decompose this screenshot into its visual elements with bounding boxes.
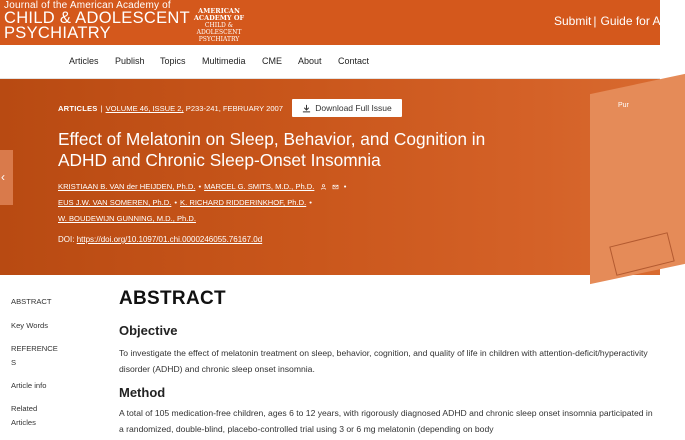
author-separator: • bbox=[343, 182, 347, 191]
chevron-left-icon: ‹ bbox=[1, 170, 5, 184]
header-links bbox=[554, 14, 677, 28]
author-separator: • bbox=[174, 198, 178, 207]
sidebar-item-article-info[interactable]: Article info bbox=[11, 381, 47, 390]
journal-name-line1: CHILD & ADOLESCENT bbox=[4, 9, 191, 27]
academy-logo[interactable] bbox=[187, 8, 251, 43]
nav-about[interactable]: About bbox=[298, 56, 322, 66]
volume-issue-link[interactable]: VOLUME 46, ISSUE 2, bbox=[105, 104, 184, 113]
author-name[interactable]: K. RICHARD RIDDERINKHOF, Ph.D. bbox=[180, 198, 307, 207]
nav-multimedia[interactable]: Multimedia bbox=[202, 56, 246, 66]
article-meta bbox=[58, 104, 283, 113]
academy-logo-line2: CHILD & ADOLESCENT bbox=[196, 22, 242, 36]
author-name[interactable]: W. BOUDEWIJN GUNNING, M.D., Ph.D. bbox=[58, 214, 196, 223]
author-line-2 bbox=[58, 195, 349, 211]
submit-link[interactable]: Submit bbox=[554, 14, 592, 28]
meta-separator: | bbox=[100, 104, 103, 113]
sidebar-item-related[interactable]: Related bbox=[11, 404, 38, 413]
sidebar-item-related-wrap[interactable]: Articles bbox=[11, 418, 36, 427]
nav-topics[interactable]: Topics bbox=[160, 56, 186, 66]
doi-link[interactable]: https://doi.org/10.1097/01.chi.0000246055.76167.0d bbox=[76, 235, 263, 244]
method-text: A total of 105 medication-free children, ages 6 to 12 years, with rigorously diagnosed ADHD and chronic sleep onset insomnia participated in a randomized, double-blind, placebo-controlled trial using 3 or 6 mg melatonin (depending on body bbox=[119, 408, 653, 434]
method-heading: Method bbox=[119, 385, 166, 400]
main-nav bbox=[0, 45, 660, 79]
cover-purchase-text[interactable]: Pur bbox=[618, 102, 629, 109]
author-separator: • bbox=[309, 198, 312, 207]
header-separator: | bbox=[593, 14, 597, 28]
sidebar-item-key-words[interactable]: Key Words bbox=[11, 321, 48, 330]
sidebar-item-references[interactable]: REFERENCE bbox=[11, 344, 58, 353]
download-label: Download Full Issue bbox=[315, 103, 392, 113]
guide-for-authors-link[interactable]: Guide for Auth bbox=[600, 14, 678, 28]
academy-logo-line3: PSYCHIATRY bbox=[198, 36, 240, 43]
download-icon bbox=[302, 104, 311, 113]
article-hero bbox=[0, 79, 660, 275]
journal-name-line2: PSYCHIATRY bbox=[4, 24, 111, 42]
author-line-3 bbox=[58, 211, 349, 227]
email-icon[interactable] bbox=[332, 184, 339, 190]
author-list bbox=[58, 179, 349, 227]
objective-text: To investigate the effect of melatonin treatment on sleep, behavior, cognition, and quality of life in children with attention-deficit/hyperactivity disorder (ADHD) and chronic sleep onset insomnia. bbox=[119, 348, 648, 374]
previous-article-tab[interactable] bbox=[0, 150, 13, 205]
person-icon[interactable] bbox=[320, 184, 327, 190]
nav-articles[interactable]: Articles bbox=[69, 56, 99, 66]
author-name[interactable]: EUS J.W. VAN SOMEREN, Ph.D. bbox=[58, 198, 172, 207]
author-name[interactable]: MARCEL G. SMITS, M.D., Ph.D. bbox=[204, 182, 315, 191]
sidebar-item-references-wrap[interactable]: S bbox=[11, 358, 17, 367]
objective-heading: Objective bbox=[119, 323, 178, 338]
doi-label: DOI: bbox=[58, 235, 75, 244]
journal-header bbox=[0, 0, 678, 45]
author-separator: • bbox=[198, 182, 202, 191]
download-full-issue-button[interactable] bbox=[292, 99, 402, 117]
nav-contact[interactable]: Contact bbox=[338, 56, 370, 66]
author-line-1 bbox=[58, 179, 349, 195]
doi bbox=[58, 235, 262, 244]
nav-publish[interactable]: Publish bbox=[115, 56, 145, 66]
article-title: Effect of Melatonin on Sleep, Behavior, and Cognition in ADHD and Chronic Sleep-Onset Insomnia bbox=[58, 129, 486, 170]
article-type: ARTICLES bbox=[58, 104, 98, 113]
journal-logo[interactable] bbox=[4, 1, 190, 41]
author-name[interactable]: KRISTIAAN B. VAN der HEIJDEN, Ph.D. bbox=[58, 182, 196, 191]
nav-cme[interactable]: CME bbox=[262, 56, 282, 66]
sidebar-item-abstract[interactable]: ABSTRACT bbox=[11, 297, 52, 306]
abstract-heading: ABSTRACT bbox=[119, 288, 226, 309]
academy-logo-line1: AMERICAN ACADEMY OF bbox=[193, 7, 245, 22]
pages-date: P233-241, FEBRUARY 2007 bbox=[185, 104, 283, 113]
journal-name-small: Journal of the American Academy of bbox=[4, 0, 171, 11]
